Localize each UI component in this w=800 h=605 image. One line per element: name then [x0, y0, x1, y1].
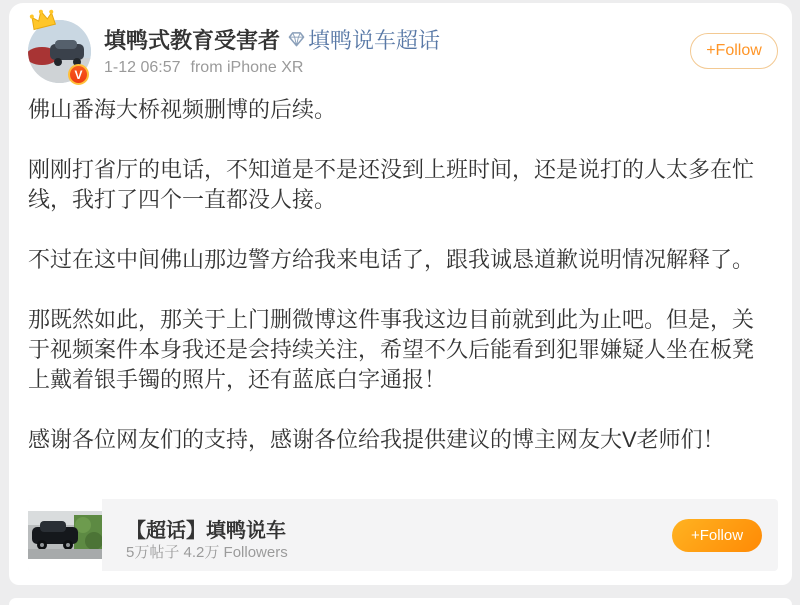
post-text: [28, 95, 772, 485]
user-name[interactable]: 填鸭式教育受害者: [104, 28, 281, 53]
next-post-card-edge: [9, 598, 792, 605]
post-paragraph: 佛山番海大桥视频删博的后续。: [28, 97, 337, 122]
supertopic-link[interactable]: 填鸭说车超话: [308, 28, 441, 53]
post-paragraph: 不过在这中间佛山那边警方给我来电话了，跟我诚恳道歉说明情况解释了。: [28, 247, 755, 272]
post-paragraph: 那既然如此，那关于上门删微博这件事我这边目前就到此为止吧。但是，关于视频案件本身我还是会持续关注，希望不久后能看到犯罪嫌疑人坐在板凳上戴着银手镯的照片，还有蓝底白字通报！: [28, 307, 755, 392]
post-card: [9, 3, 792, 585]
thumbnail-car-image: [28, 511, 102, 559]
post-timestamp: 1-12 06:57: [104, 59, 181, 76]
supertopic-gem-icon: [288, 31, 305, 48]
supertopic-stats: 5万帖子 4.2万 Followers: [126, 544, 288, 561]
post-paragraph: 感谢各位网友们的支持，感谢各位给我提供建议的博主网友大V老师们！: [28, 427, 725, 452]
post-source: from iPhone XR: [190, 59, 304, 76]
user-name-row: [104, 24, 440, 55]
post-paragraph: 刚刚打省厅的电话，不知道是不是还没到上班时间，还是说打的人太多在忙线，我打了四个一直都没人接。: [28, 157, 755, 212]
supertopic-follow-button[interactable]: +Follow: [672, 519, 762, 552]
verified-badge-icon: V: [68, 64, 89, 85]
supertopic-card[interactable]: [28, 499, 778, 571]
supertopic-title: 【超话】填鸭说车: [126, 520, 286, 542]
header-follow-button[interactable]: +Follow: [690, 33, 778, 69]
supertopic-thumbnail: [28, 499, 102, 571]
post-meta: [104, 59, 303, 77]
